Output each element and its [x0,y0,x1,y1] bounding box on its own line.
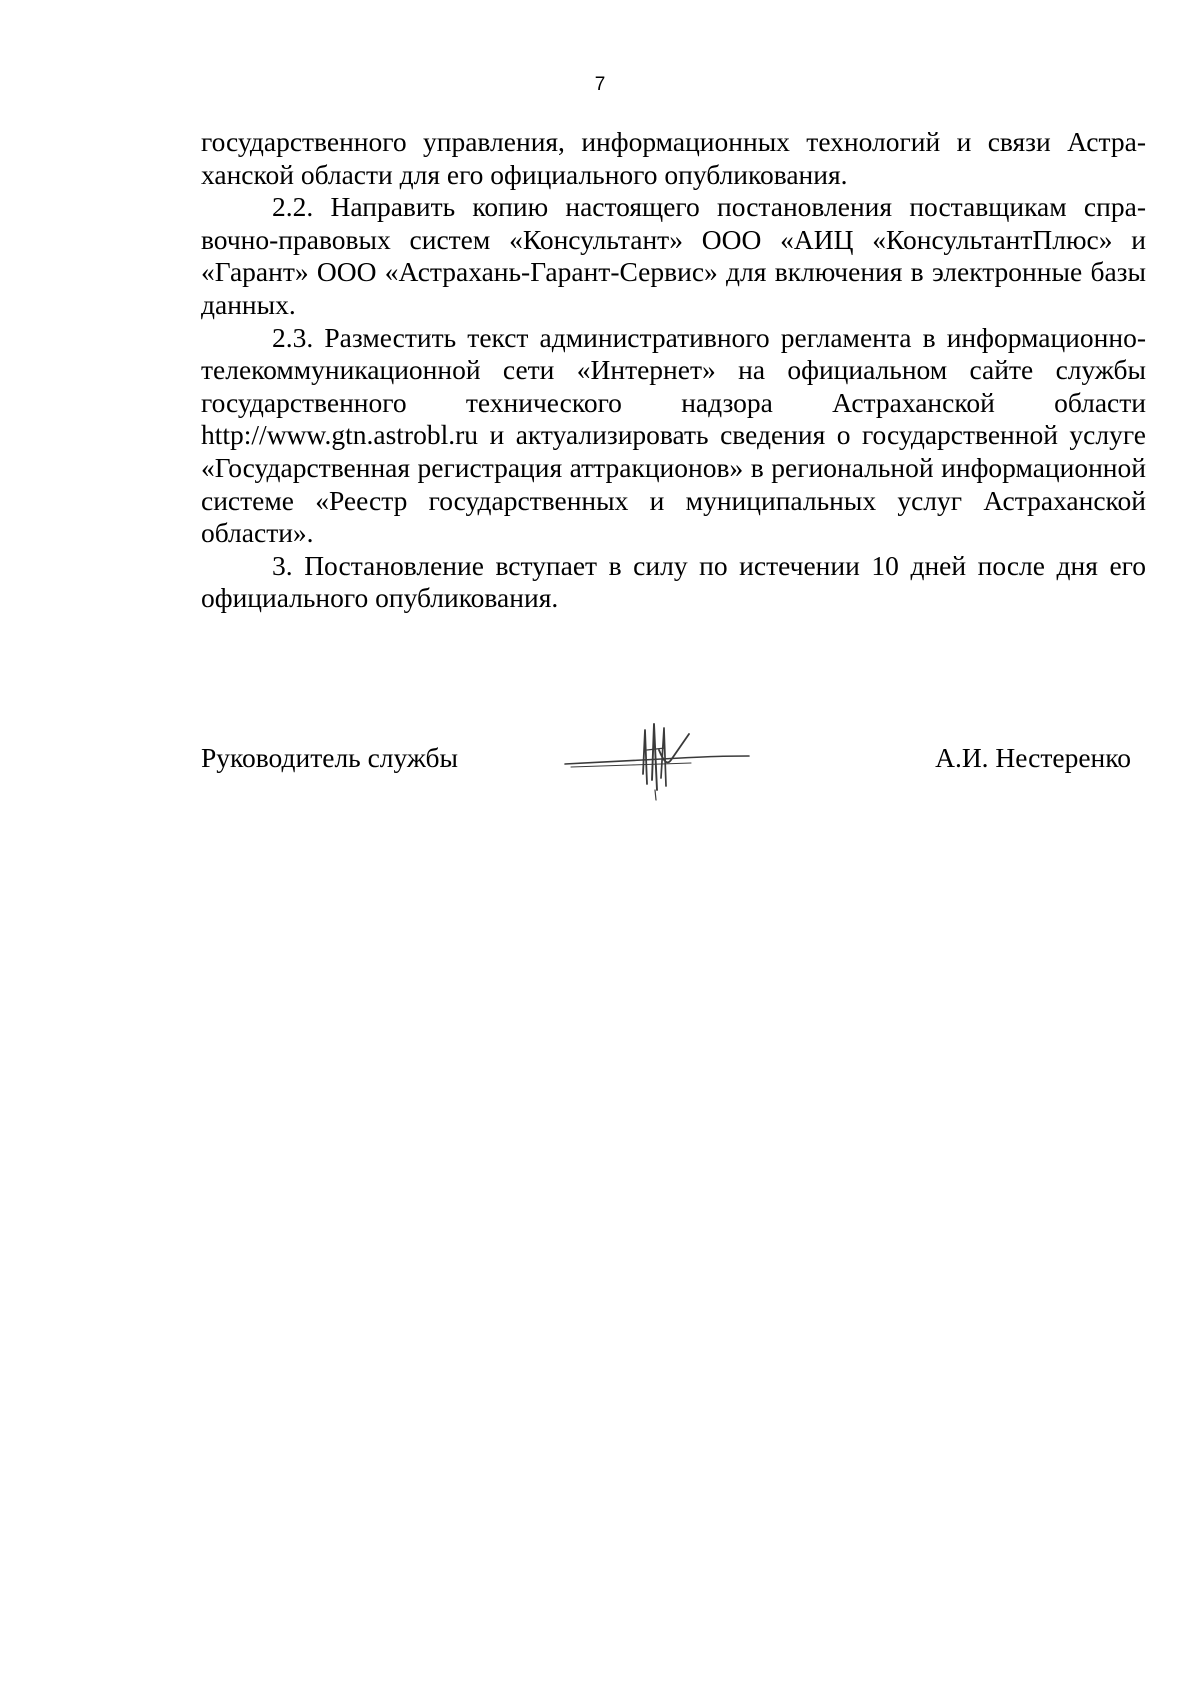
paragraph-3: 3. Постановление вступает в силу по истечении 10 дней после дня его официального опубликования. [201,549,1146,614]
paragraph-2-3: 2.3. Разместить текст административного регламента в информационно-телекоммуникационной сети «Интернет» на официальном сайте службы государственного технического надзора Астраханской области http://www.gtn.astrobl.ru и актуализировать сведения о государственной услуге «Государственная регистрация аттракционов» в региональной информационной системе «Реестр государственных и муниципальных услуг Астраханской области». [201,321,1146,549]
paragraph-2-2: 2.2. Направить копию настоящего постановления поставщикам справочно-правовых систем «Консультант» ООО «АИЦ «КонсультантПлюс» и «Гарант» ООО «Астрахань-Гарант-Сервис» для включения в электронные базы данных. [201,191,1146,320]
paragraph-continuation: государственного управления, информационных технологий и связи Астраханской области для его официального опубликования. [201,126,1146,190]
signatory-name: А.И. Нестеренко [935,742,1131,773]
document-body [201,126,1146,615]
handwritten-signature [561,720,761,804]
signature-block [201,742,1131,822]
page-number: 7 [594,74,606,95]
signatory-position: Руководитель службы [201,742,459,773]
